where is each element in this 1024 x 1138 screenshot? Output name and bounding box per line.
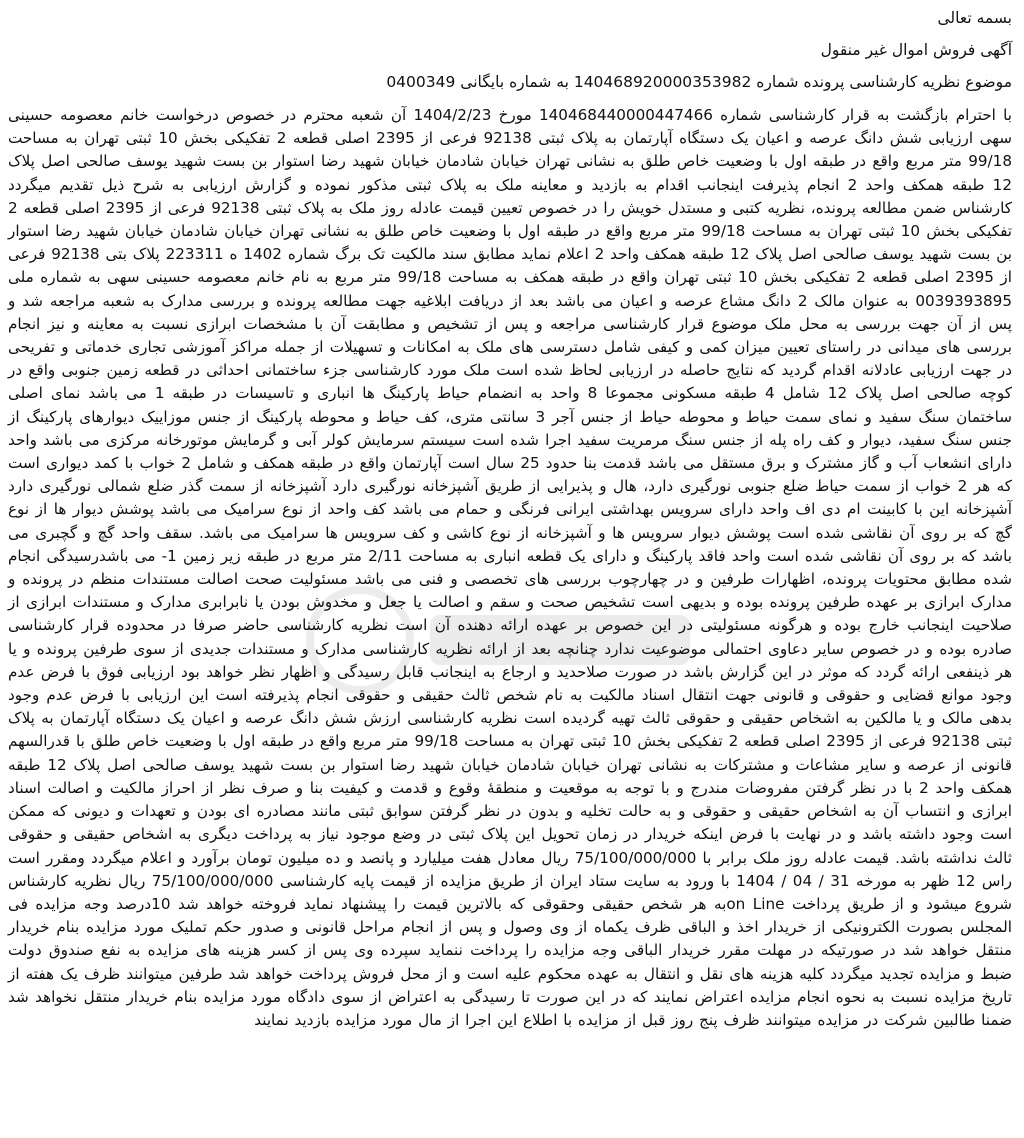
- basmala-heading: بسمه تعالی: [937, 9, 1012, 27]
- notice-subject: موضوع نظریه کارشناسی پرونده شماره 140468920000353982 به شماره بایگانی 0400349: [386, 73, 1012, 91]
- notice-title: آگهی فروش اموال غیر منقول: [820, 41, 1012, 59]
- notice-body: با احترام بازگشت به قرار کارشناسی شماره 140468440000447466 مورخ 1404/2/23 آن شعبه محترم در خصوص درخواست خانم معصومه حسینی سهی ارزیابی شش دانگ عرصه و اعیان یک دستگاه آپارتمان به پلاک ثبتی 92138 فرعی از 2395 اصلی قطعه 2 تفکیکی بخش 10 ثبتی تهران به مساحت 99/18 متر مربع واقع در طبقه اول با وضعیت خاص طلق به نشانی تهران خیابان شادمان خیابان شهید رضا استوار بن بست شهید یوسف صالحی اصل پلاک 12 طبقه همکف واحد 2 انجام پذیرفت اینجانب اقدام به بازدید و معاینه ملک به پلاک ثبتی مذکور نموده و گزارش ارزیابی به شرح ذیل تقدیم میگردد کارشناس ضمن مطالعه پرونده، نظریه کتبی و مستدل خویش را در خصوص تعیین قیمت عادله روز ملک به پلاک ثبتی 92138 فرعی از 2395 اصلی قطعه 2 تفکیکی بخش 10 ثبتی تهران به مساحت 99/18 متر مربع واقع در طبقه اول با وضعیت خاص طلق به نشانی تهران خیابان شادمان خیابان شهید رضا استوار بن بست شهید یوسف صالحی اصل پلاک 12 طبقه همکف واحد 2 اعلام نماید مطابق سند مالکیت تک برگ شماره 1402 ه 223311 پلاک بتی 92138 فرعی از 2395 اصلی قطعه 2 تفکیکی بخش 10 ثبتی تهران واقع در طبقه همکف به مساحت 99/18 متر مربع به نام خانم معصومه حسینی سهی به شماره ملی 0039393895 به عنوان مالک 2 دانگ مشاع عرصه و اعیان می باشد بعد از دریافت ابلاغیه جهت مطالعه پرونده و بررسی مدارک به شعبه مراجعه شد و پس از آن جهت بررسی به محل ملک موضوع قرار کارشناسی مراجعه و پس از تشخیص و مطابقت آن با مشخصات ابرازی نسبت به معاینه و نیز انجام بررسی های میدانی در راستای تعیین میزان کمی و کیفی شامل دسترسی های ملک به امکانات و تسهیلات از جمله مراکز آموزشی تجاری خدماتی و تفریحی در جهت ارزیابی عادلانه اقدام گردید که نتایج حاصله در ارزیابی لحاظ شده است ملک مورد کارشناسی جزء ساختمانی احداثی در قطعه زمین جنوبی واقع در کوچه صالحی اصل پلاک 12 شامل 4 طبقه مسکونی مجموعا 8 واحد به انضمام حیاط پارکینگ ها انباری و تاسیسات در طبقه 1 می باشد نمای اصلی ساختمان سنگ سفید و نمای سمت حیاط و محوطه حیاط از جنس آجر 3 سانتی متری، کف حیاط و محوطه پارکینگ از جنس موزاییک دیوارهای پارکینگ از جنس سنگ سفید، دیوار و کف راه پله از جنس سنگ مرمریت سفید اجرا شده است سیستم سرمایش کولر آبی و گرمایش موتورخانه مرکزی می باشد واحد دارای انشعاب آب و گاز مشترک و برق مستقل می باشد قدمت بنا حدود 25 سال است آپارتمان واقع در طبقه همکف و شامل 2 خواب با کمد دیواری است که هر 2 خواب از سمت حیاط ضلع جنوبی نورگیری دارد، هال و پذیرایی از طریق آشپزخانه نورگیری دارد آشپزخانه از سمت گذر ضلع شمالی نورگیری دارد آشپزخانه این با کابینت ام دی اف واحد دارای سرویس بهداشتی ایرانی فرنگی و حمام می باشد کف واحد از نوع سرامیک می باشد پوشش دیوار ها از نوع گچ که بر روی آن نقاشی شده است پوشش دیوار سرویس ها و آشپزخانه از نوع کاشی و کف سرویس ها سرامیک می باشد. سقف واحد گچ و گچبری می باشد که بر روی آن نقاشی شده است واحد فاقد پارکینگ و دارای یک قطعه انباری به مساحت 2/11 متر مربع در طبقه زیر زمین 1- می باشدرسیدگی انجام شده مطابق محتویات پرونده، اظهارات طرفین و در چهارچوب بررسی های تخصصی و فنی می باشد مسئولیت صحت اصالت مستندات منظم در پرونده و مدارک ابرازی بر عهده طرفین پرونده بوده و بدیهی است تشخیص صحت و سقم و اصالت یا جعل و مخدوش بودن یا نابرابری مدارک و مستندات ابرازی از صلاحیت اینجانب خارج بوده و هرگونه مسئولیتی در این خصوص بر عهده ارائه دهنده آن است نظریه کارشناسی حاضر صرفا در محدوده قرار کارشناسی صادره بوده و در خصوص سایر دعاوی احتمالی موضوعیت ندارد چنانچه بعد از ارائه نظریه کارشناسی مدارک و مستندات جدیدی از سوی طرفین پرونده و یا هر ذینفعی ارائه گردد که موثر در این گزارش باشد در صورت صلاحدید و ارجاع به اینجانب قابل رسیدگی و اظهار نظر خواهد بود ارزیابی فوق با فرض عدم وجود موانع قضایی و حقوقی و قانونی جهت انتقال اسناد مالکیت به نام شخص ثالث حقیقی و حقوقی انجام پذیرفته است این ارزیابی با فرض عدم وجود بدهی مالک و یا مالکین به اشخاص حقیقی و حقوقی ثالث تهیه گردیده است نظریه کارشناسی ارزش شش دانگ عرصه و اعیان یک دستگاه آپارتمان به پلاک ثبتی 92138 فرعی از 2395 اصلی قطعه 2 تفکیکی بخش 10 ثبتی تهران به مساحت 99/18 متر مربع واقع در طبقه اول با وضعیت خاص طلق با قدرالسهم قانونی از عرصه و سایر مشاعات و مشترکات به نشانی تهران خیابان شادمان خیابان شهید رضا استوار بن بست شهید یوسف صالحی اصل پلاک 12 طبقه همکف واحد 2 با در نظر گرفتن مفروضات مندرج و با توجه به موقعیت و منطقهٔ وقوع و قدمت و کیفیت بنا و صرف نظر از احراز مالکیت و اصالت اسناد ابرازی و انتساب آن به اشخاص حقیقی و حقوقی و به حالت تخلیه و بدون در نظر گرفتن سوابق ثبتی مانند مصادره ای بودن و تعهدات و دیونی که ممکن است وجود داشته باشد و در نهایت با فرض اینکه خریدار در زمان تحویل این پلاک ثبتی در وضع موجود نیاز به پرداخت دیگری به اشخاص حقیقی و حقوقی ثالث نداشته باشد. قیمت عادله روز ملک برابر با 75/100/000/000 ریال معادل هفت میلیارد و پانصد و ده میلیون تومان برآورد و اعلام میگردد ومقرر است راس 12 ظهر به مورخه 31 / 04 / 1404 با ورود به سایت ستاد ایران از طریق مزایده از قیمت پایه کارشناسی 75/100/000/000 ریال نظریه کارشناس شروع میشود و از طریق پرداخت on Lineبه هر شخص حقیقی وحقوقی که بالاترین قیمت را پیشنهاد نماید فروخته خواهد شد 10درصد وجه مزایده فی المجلس بصورت الکترونیکی از خریدار اخذ و الباقی ظرف یکماه از وی وصول و پس از انجام مراحل قانونی و صدور حکم تملیک مورد مزایده بنام خریدار منتقل خواهد شد در صورتیکه در مهلت مقرر خریدار الباقی وجه مزایده را پرداخت ننماید سپرده وی پس از کسر هزینه های مزایده به نفع صندوق دولت ضبط و مزایده تجدید میگردد کلیه هزینه های نقل و انتقال به عهده محکوم علیه است و از محل فروش پرداخت خواهد شد طرفین میتوانند ظرف یک هفته از تاریخ مزایده نسبت به نحوه انجام مزایده اعتراض نمایند که در این صورت تا رسیدگی به اعتراض از سوی دادگاه مورد مزایده بنام خریدار منتقل نخواهد شد ضمنا طالبین شرکت در مزایده میتوانند ظرف پنج روز قبل از مزایده با اطلاع این اجرا از مال مورد مزایده بازدید نمایند: [8, 106, 1013, 1029]
